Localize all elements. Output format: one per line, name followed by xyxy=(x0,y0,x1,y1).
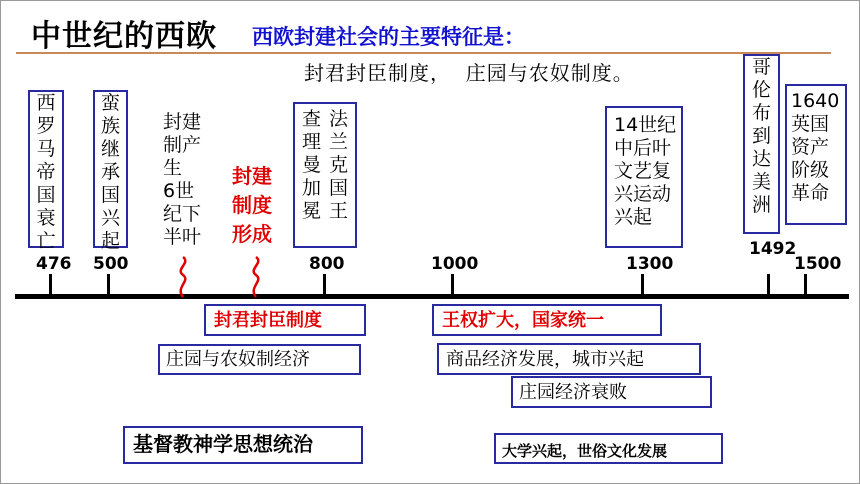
tick-label-1500: 1500 xyxy=(794,254,842,274)
tick-1492 xyxy=(767,274,770,296)
timeline-axis xyxy=(15,294,849,299)
event-frankish-king: 法 兰 克 国 王 xyxy=(329,108,349,222)
box-manor-decline: 庄园经济衰败 xyxy=(511,376,712,408)
tick-label-800: 800 xyxy=(309,254,345,274)
event-barbarian-kingdoms: 蛮 族 继 承 国 兴 起 xyxy=(93,90,128,248)
wavy-marker-feudal-origin xyxy=(171,255,195,299)
box-vassal-system: 封君封臣制度 xyxy=(204,304,366,336)
tick-label-1000: 1000 xyxy=(431,254,479,274)
tick-500 xyxy=(107,274,110,296)
page-subtitle: 西欧封建社会的主要特征是： xyxy=(252,25,525,49)
tick-1500 xyxy=(804,274,807,296)
tick-label-500: 500 xyxy=(93,254,129,274)
box-royal-power: 王权扩大，国家统一 xyxy=(432,304,662,336)
event-renaissance: 14世纪 中后叶 文艺复 兴运动 兴起 xyxy=(605,106,683,248)
event-columbus: 哥 伦 布 到 达 美 洲 xyxy=(743,54,780,234)
tick-1000 xyxy=(451,274,454,296)
tick-800 xyxy=(323,274,326,296)
event-feudalism-origin: 封建 制产 生 6世 纪下 半叶 xyxy=(163,111,202,248)
page-title: 中世纪的西欧 xyxy=(31,19,217,54)
tick-label-476: 476 xyxy=(36,254,72,274)
event-western-rome-fall: 西 罗 马 帝 国 衰 亡 xyxy=(28,90,64,248)
box-manor-economy: 庄园与农奴制经济 xyxy=(158,344,361,375)
tick-1300 xyxy=(641,274,644,296)
box-commerce-cities: 商品经济发展，城市兴起 xyxy=(437,343,701,375)
box-christian-theology: 基督教神学思想统治 xyxy=(123,426,363,464)
box-university: 大学兴起，世俗文化发展 xyxy=(494,433,723,464)
title-underline xyxy=(16,52,831,54)
tick-label-1492: 1492 xyxy=(749,239,797,259)
tick-label-1300: 1300 xyxy=(626,254,674,274)
feudal-features-text: 封君封臣制度， 庄园与农奴制度。 xyxy=(304,61,634,85)
tick-476 xyxy=(49,274,52,296)
event-charlemagne: 查 理 曼 加 冕 xyxy=(302,108,322,222)
event-english-revolution: 1640 英国 资产 阶级 革命 xyxy=(785,84,847,225)
event-frankish-box xyxy=(293,102,357,248)
event-feudalism-formed: 封建 制度 形成 xyxy=(232,164,272,246)
wavy-marker-feudal-formed xyxy=(244,255,268,299)
